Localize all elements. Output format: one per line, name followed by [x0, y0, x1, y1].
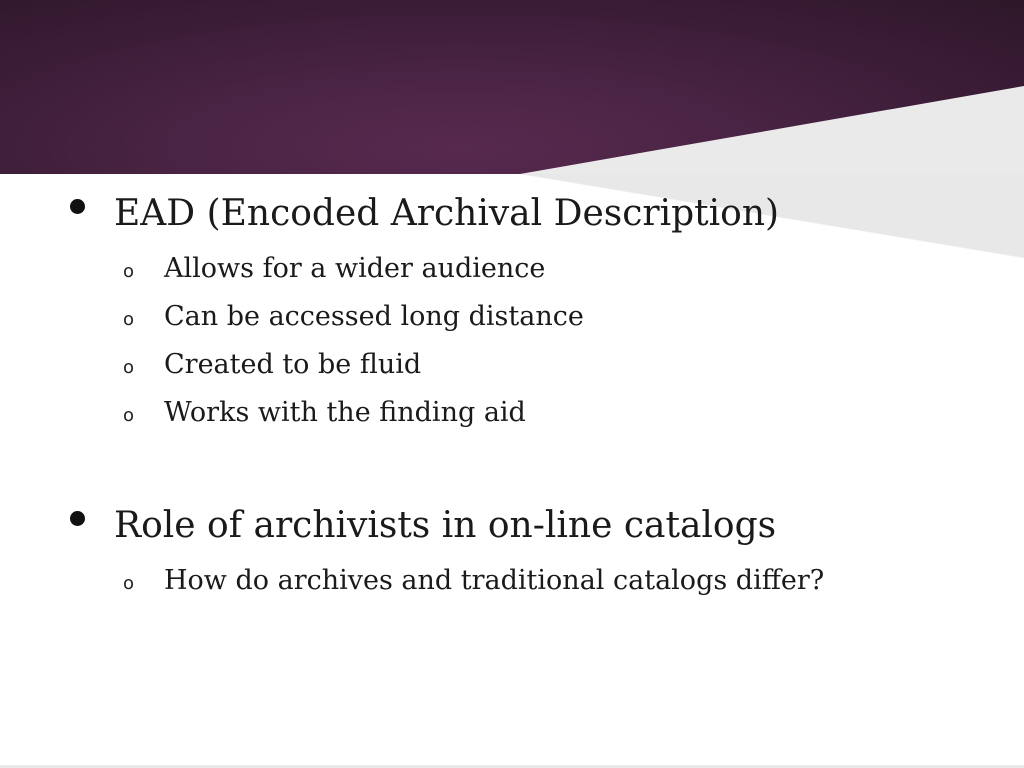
section-heading-role: Role of archivists in on-line catalogs	[114, 505, 777, 546]
sub-bullet-marker: o	[123, 357, 135, 378]
sub-bullet-marker: o	[123, 405, 135, 426]
list-item: Works with the finding aid	[164, 397, 526, 428]
sub-bullet-marker: o	[123, 309, 135, 330]
sub-bullet-marker: o	[123, 573, 135, 594]
list-item: Created to be fluid	[164, 349, 422, 380]
section-heading-ead: EAD (Encoded Archival Description)	[114, 193, 780, 234]
list-item: Can be accessed long distance	[164, 301, 584, 332]
list-item: How do archives and traditional catalogs differ?	[164, 565, 825, 596]
sub-bullet-marker: o	[123, 261, 135, 282]
list-item: Allows for a wider audience	[164, 253, 546, 284]
bullet-dot	[70, 199, 85, 214]
bullet-dot	[70, 511, 85, 526]
